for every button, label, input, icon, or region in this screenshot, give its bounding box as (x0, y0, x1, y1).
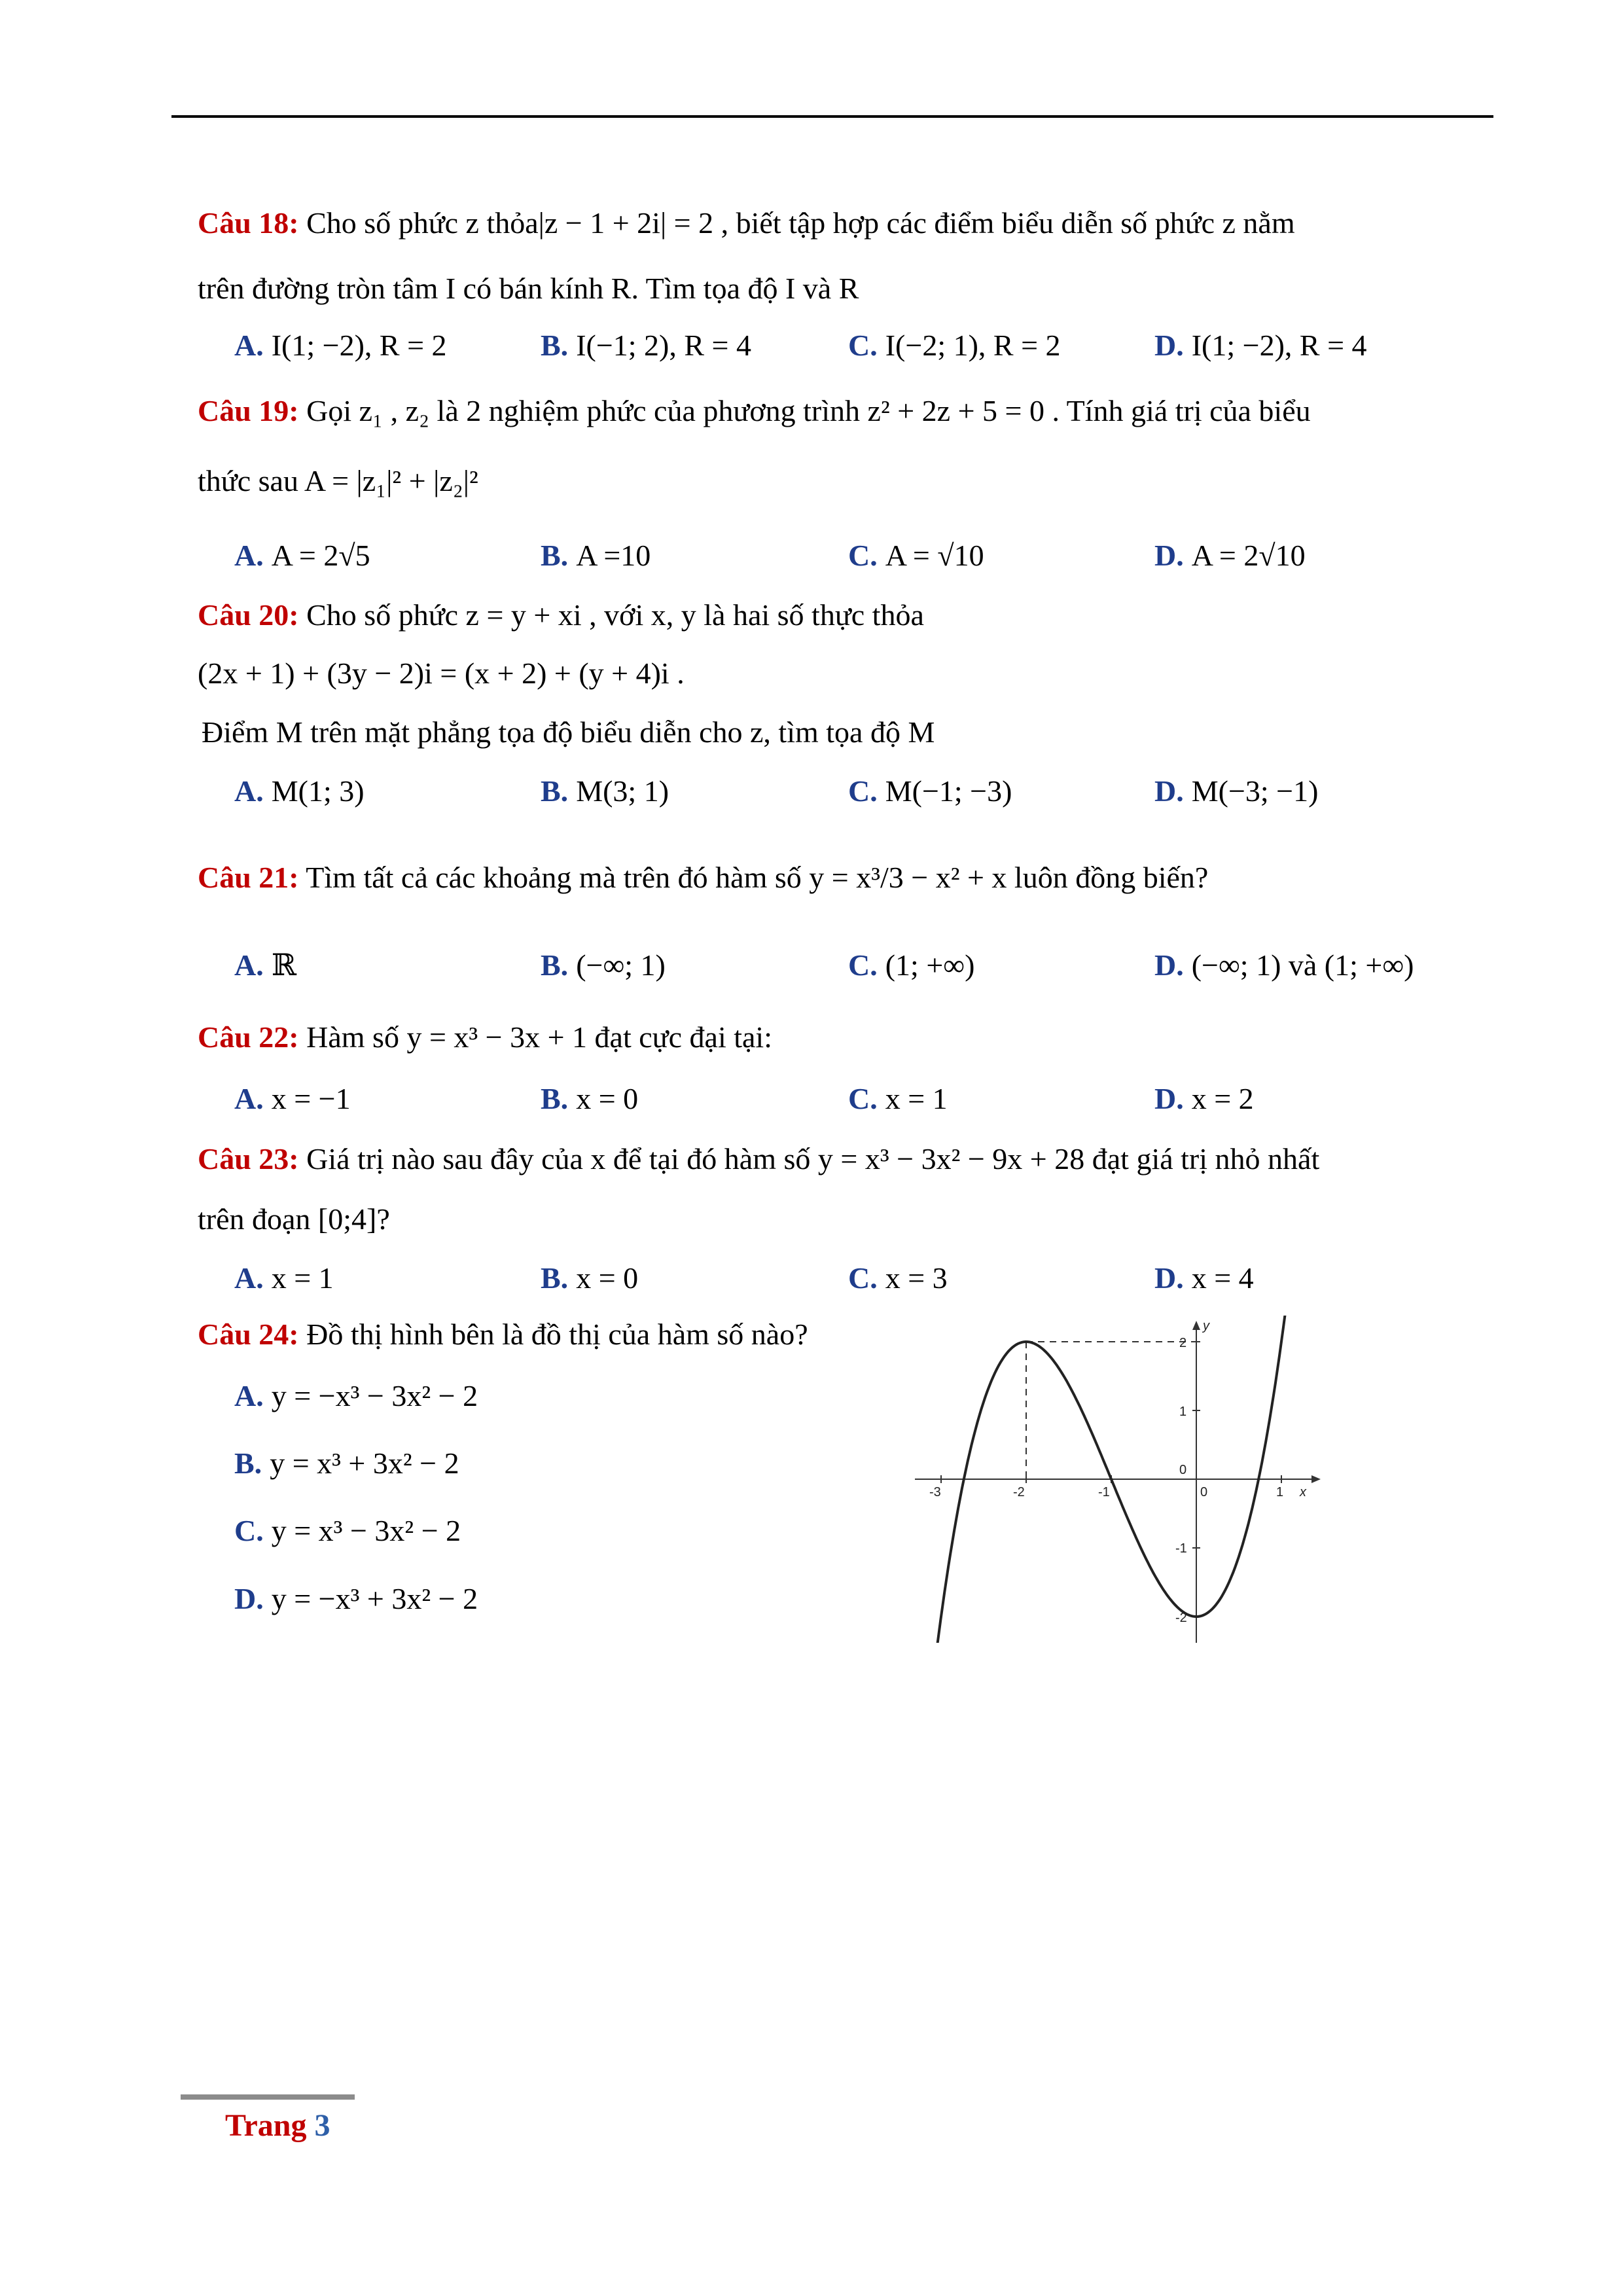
q23-option-b[interactable]: B. x = 0 (541, 1261, 639, 1295)
q24-line-1: Câu 24: Đồ thị hình bên là đồ thị của hàm số nào? (198, 1318, 808, 1351)
graph-x-tick-label: 0 (1200, 1485, 1208, 1499)
q23-option-a[interactable]: A. x = 1 (234, 1261, 334, 1295)
graph-x-tick-label: 1 (1276, 1485, 1284, 1499)
q18-option-b[interactable]: B. I(−1; 2), R = 4 (541, 329, 751, 362)
q23-option-d[interactable]: D. x = 4 (1154, 1261, 1254, 1295)
graph-y-tick-label: -2 (1175, 1611, 1187, 1625)
q24-option-d[interactable]: D. y = −x³ + 3x² − 2 (234, 1582, 478, 1615)
q18-option-d[interactable]: D. I(1; −2), R = 4 (1154, 329, 1367, 362)
q23-option-c[interactable]: C. x = 3 (848, 1261, 948, 1295)
q22-option-b[interactable]: B. x = 0 (541, 1082, 639, 1115)
q19-line-1: Câu 19: Gọi z₁ , z₂ là 2 nghiệm phức của phương trình z² + 2z + 5 = 0 . Tính giá trị của biểu (198, 394, 1311, 427)
q20-label: Câu 20: (198, 598, 299, 632)
q20-option-b[interactable]: B. M(3; 1) (541, 774, 669, 808)
page-footer: Trang 3 (225, 2108, 330, 2143)
q22-option-d[interactable]: D. x = 2 (1154, 1082, 1254, 1115)
top-rule (171, 115, 1493, 118)
q18-label: Câu 18: (198, 206, 299, 240)
q19-line-2: thức sau A = |z₁|² + |z₂|² (198, 464, 478, 497)
page-number: 3 (314, 2108, 330, 2143)
q24-label: Câu 24: (198, 1318, 299, 1351)
graph-y-tick-label: -1 (1175, 1541, 1187, 1556)
graph-y-tick-label: 1 (1179, 1405, 1187, 1419)
q21-label: Câu 21: (198, 861, 299, 894)
q22-line-1: Câu 22: Hàm số y = x³ − 3x + 1 đạt cực đại tại: (198, 1020, 772, 1054)
q19-option-a[interactable]: A. A = 2√5 (234, 539, 370, 572)
q21-option-d[interactable]: D. (−∞; 1) và (1; +∞) (1154, 948, 1414, 982)
q18-option-a[interactable]: A. I(1; −2), R = 2 (234, 329, 447, 362)
q19-label: Câu 19: (198, 394, 299, 427)
graph-x-tick-label: -1 (1098, 1485, 1110, 1499)
q20-line-1: Câu 20: Cho số phức z = y + xi , với x, y là hai số thực thỏa (198, 598, 924, 632)
graph-y-tick-label: 0 (1179, 1463, 1187, 1477)
graph-y-arrow (1192, 1321, 1200, 1330)
q21-option-c[interactable]: C. (1; +∞) (848, 948, 975, 982)
q20-option-d[interactable]: D. M(−3; −1) (1154, 774, 1319, 808)
q21-option-b[interactable]: B. (−∞; 1) (541, 948, 666, 982)
q20-option-a[interactable]: A. M(1; 3) (234, 774, 365, 808)
graph-y-axis-label: y (1203, 1319, 1209, 1333)
q24-option-a[interactable]: A. y = −x³ − 3x² − 2 (234, 1379, 478, 1412)
q19-option-c[interactable]: C. A = √10 (848, 539, 984, 572)
q18-line-1: Câu 18: Cho số phức z thỏa|z − 1 + 2i| = 2 , biết tập hợp các điểm biểu diễn số phức z nằm (198, 206, 1295, 240)
q20-line-3: Điểm M trên mặt phẳng tọa độ biểu diễn cho z, tìm tọa độ M (202, 715, 935, 749)
q21-line-1: Câu 21: Tìm tất cả các khoảng mà trên đó hàm số y = x³/3 − x² + x luôn đồng biến? (198, 861, 1209, 894)
q22-option-a[interactable]: A. x = −1 (234, 1082, 351, 1115)
q20-option-c[interactable]: C. M(−1; −3) (848, 774, 1012, 808)
q21-option-a[interactable]: A. ℝ (234, 948, 296, 982)
q23-label: Câu 23: (198, 1142, 299, 1175)
footer-bar (181, 2094, 355, 2100)
q19-option-b[interactable]: B. A =10 (541, 539, 651, 572)
graph-y-tick-label: 2 (1179, 1336, 1187, 1350)
q22-option-c[interactable]: C. x = 1 (848, 1082, 948, 1115)
graph-x-tick-label: -3 (929, 1485, 941, 1499)
q23-line-1: Câu 23: Giá trị nào sau đây của x để tại đó hàm số y = x³ − 3x² − 9x + 28 đạt giá trị nhỏ nhất (198, 1142, 1320, 1175)
q19-option-d[interactable]: D. A = 2√10 (1154, 539, 1306, 572)
q18-option-c[interactable]: C. I(−2; 1), R = 2 (848, 329, 1061, 362)
q24-option-c[interactable]: C. y = x³ − 3x² − 2 (234, 1514, 461, 1547)
graph-x-axis-label: x (1300, 1485, 1306, 1499)
q18-line-2: trên đường tròn tâm I có bán kính R. Tìm tọa độ I và R (198, 272, 859, 305)
q24-option-b[interactable]: B. y = x³ + 3x² − 2 (234, 1446, 459, 1480)
graph-x-tick-label: -2 (1013, 1485, 1025, 1499)
q22-label: Câu 22: (198, 1020, 299, 1054)
q23-line-2: trên đoạn [0;4]? (198, 1202, 390, 1236)
graph-x-arrow (1311, 1475, 1321, 1483)
cubic-function-graph (915, 1316, 1334, 1643)
q20-line-2: (2x + 1) + (3y − 2)i = (x + 2) + (y + 4)i . (198, 656, 685, 690)
